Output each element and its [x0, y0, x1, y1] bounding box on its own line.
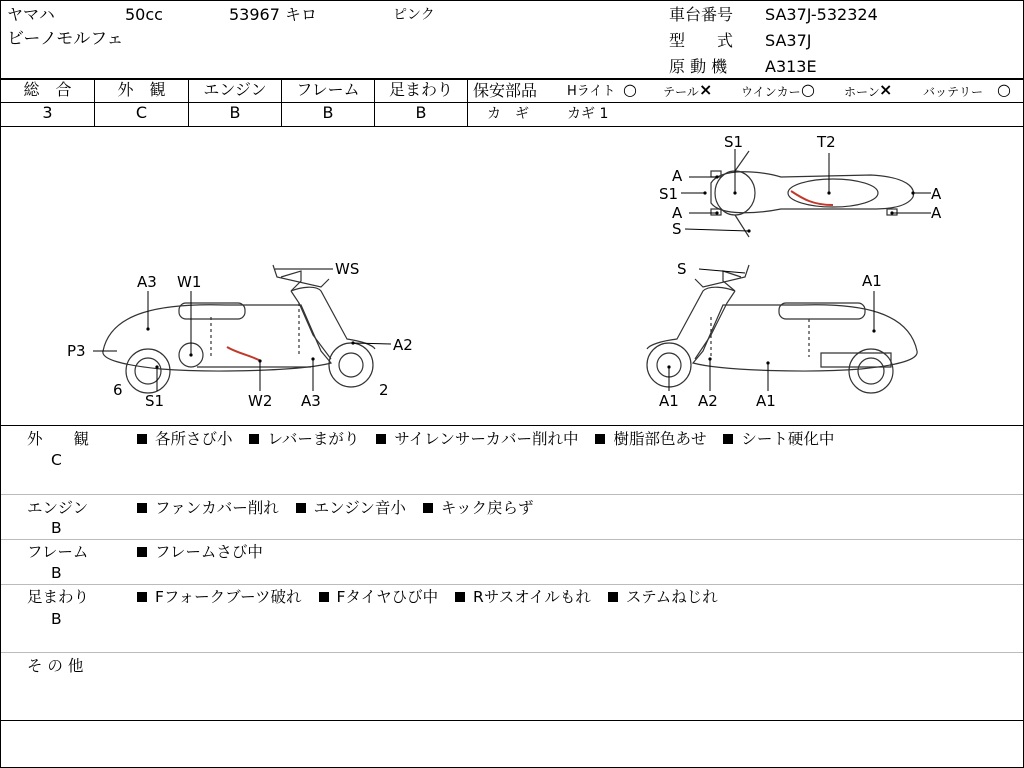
label-top-a-lower: A	[672, 204, 683, 222]
detail-item: キック戻らず	[440, 499, 534, 517]
detail-item: 樹脂部色あせ	[613, 430, 707, 448]
frame-number: SA37J-532324	[765, 5, 878, 24]
detail-item: サイレンサーカバー削れ中	[394, 430, 579, 448]
detail-category-other: そ の 他	[27, 657, 84, 675]
color: ピンク	[393, 7, 435, 23]
maker: ヤマハ	[7, 5, 55, 24]
label-left-s1: S1	[145, 392, 165, 410]
detail-item: ステムねじれ	[625, 588, 718, 606]
scratch-mark	[227, 347, 261, 361]
label-top-s1: S1	[724, 133, 744, 151]
mileage: 53967 キロ	[229, 5, 317, 24]
engine-label: 原 動 機	[669, 57, 728, 76]
safety-horn-mark: ×	[879, 80, 893, 99]
engine-code: A313E	[765, 57, 817, 76]
label-left-p3: P3	[67, 342, 86, 360]
detail-item: ファンカバー削れ	[155, 499, 279, 517]
label-left-w2: W2	[248, 392, 273, 410]
detail-category-frame: フレーム	[27, 543, 89, 561]
key-label: カ ギ	[487, 106, 529, 122]
detail-items-frame	[137, 542, 275, 562]
safety-headlight: Hライト	[567, 84, 616, 99]
score-overall: 3	[42, 103, 53, 122]
scooter-diagrams	[1, 127, 1023, 425]
detail-item: Rサスオイルもれ	[473, 588, 591, 606]
detail-item: レバーまがり	[267, 430, 360, 448]
score-header-suspension: 足まわり	[388, 80, 453, 99]
safety-tail: テール	[663, 85, 699, 99]
detail-category-exterior: 外 観	[27, 430, 90, 448]
detail-item: Fフォークブーツ破れ	[155, 588, 302, 606]
safety-winker: ウインカー	[741, 85, 801, 99]
label-right-a1-bottom2: A1	[756, 392, 776, 410]
detail-item: シート硬化中	[741, 430, 835, 448]
frame-number-label: 車台番号	[669, 5, 734, 24]
score-suspension: B	[415, 103, 427, 122]
score-frame: B	[322, 103, 334, 122]
detail-item: エンジン音小	[313, 499, 406, 517]
label-top-a: A	[672, 167, 683, 185]
safety-battery: バッテリー	[923, 85, 984, 99]
score-exterior: C	[135, 103, 148, 122]
detail-grade-exterior: C	[51, 451, 62, 469]
scratch-mark	[791, 191, 833, 205]
safety-horn: ホーン	[844, 85, 880, 99]
detail-items-suspension	[137, 587, 730, 607]
detail-items-engine	[137, 498, 546, 518]
detail-items-exterior	[137, 429, 846, 449]
safety-winker-mark: ○	[801, 80, 815, 99]
safety-tail-mark: ×	[699, 80, 713, 99]
label-left-6: 6	[113, 381, 123, 399]
detail-item: フレームさび中	[155, 543, 263, 561]
score-header-engine: エンジン	[203, 80, 267, 99]
detail-grade-frame: B	[51, 564, 62, 582]
model-type: SA37J	[765, 31, 812, 50]
detail-grade-suspension: B	[51, 610, 62, 628]
displacement: 50cc	[125, 5, 163, 24]
label-top-t2: T2	[817, 133, 836, 151]
label-left-a2: A2	[393, 336, 413, 354]
model-type-label: 型 式	[669, 31, 734, 50]
label-right-s: S	[677, 260, 687, 278]
label-left-2: 2	[379, 381, 389, 399]
detail-item: 各所さび小	[155, 430, 233, 448]
label-top-a-right: A	[931, 185, 942, 203]
label-left-w1: W1	[177, 273, 202, 291]
score-header-frame: フレーム	[296, 80, 360, 99]
label-right-a1-bottom: A1	[659, 392, 679, 410]
safety-headlight-mark: ○	[623, 80, 637, 99]
detail-category-engine: エンジン	[27, 499, 89, 517]
label-left-a3: A3	[137, 273, 157, 291]
label-left-a3-bottom: A3	[301, 392, 321, 410]
detail-grade-engine: B	[51, 519, 62, 537]
detail-item: Fタイヤひび中	[336, 588, 439, 606]
score-header-overall: 総 合	[23, 80, 72, 99]
scooter-top-view	[711, 151, 914, 237]
score-engine: B	[229, 103, 241, 122]
safety-battery-mark: ○	[997, 80, 1011, 99]
score-header-exterior: 外 観	[117, 80, 166, 99]
key-value: カギ 1	[567, 106, 609, 122]
label-top-s1-left: S1	[659, 185, 679, 203]
label-left-ws: WS	[335, 260, 360, 278]
label-top-s: S	[672, 220, 682, 238]
model-name: ビーノモルフェ	[7, 29, 124, 49]
label-top-a-right-lower: A	[931, 204, 942, 222]
label-right-a1: A1	[862, 272, 882, 290]
safety-label: 保安部品	[473, 81, 538, 100]
label-right-a2: A2	[698, 392, 718, 410]
detail-category-suspension: 足まわり	[27, 588, 90, 606]
